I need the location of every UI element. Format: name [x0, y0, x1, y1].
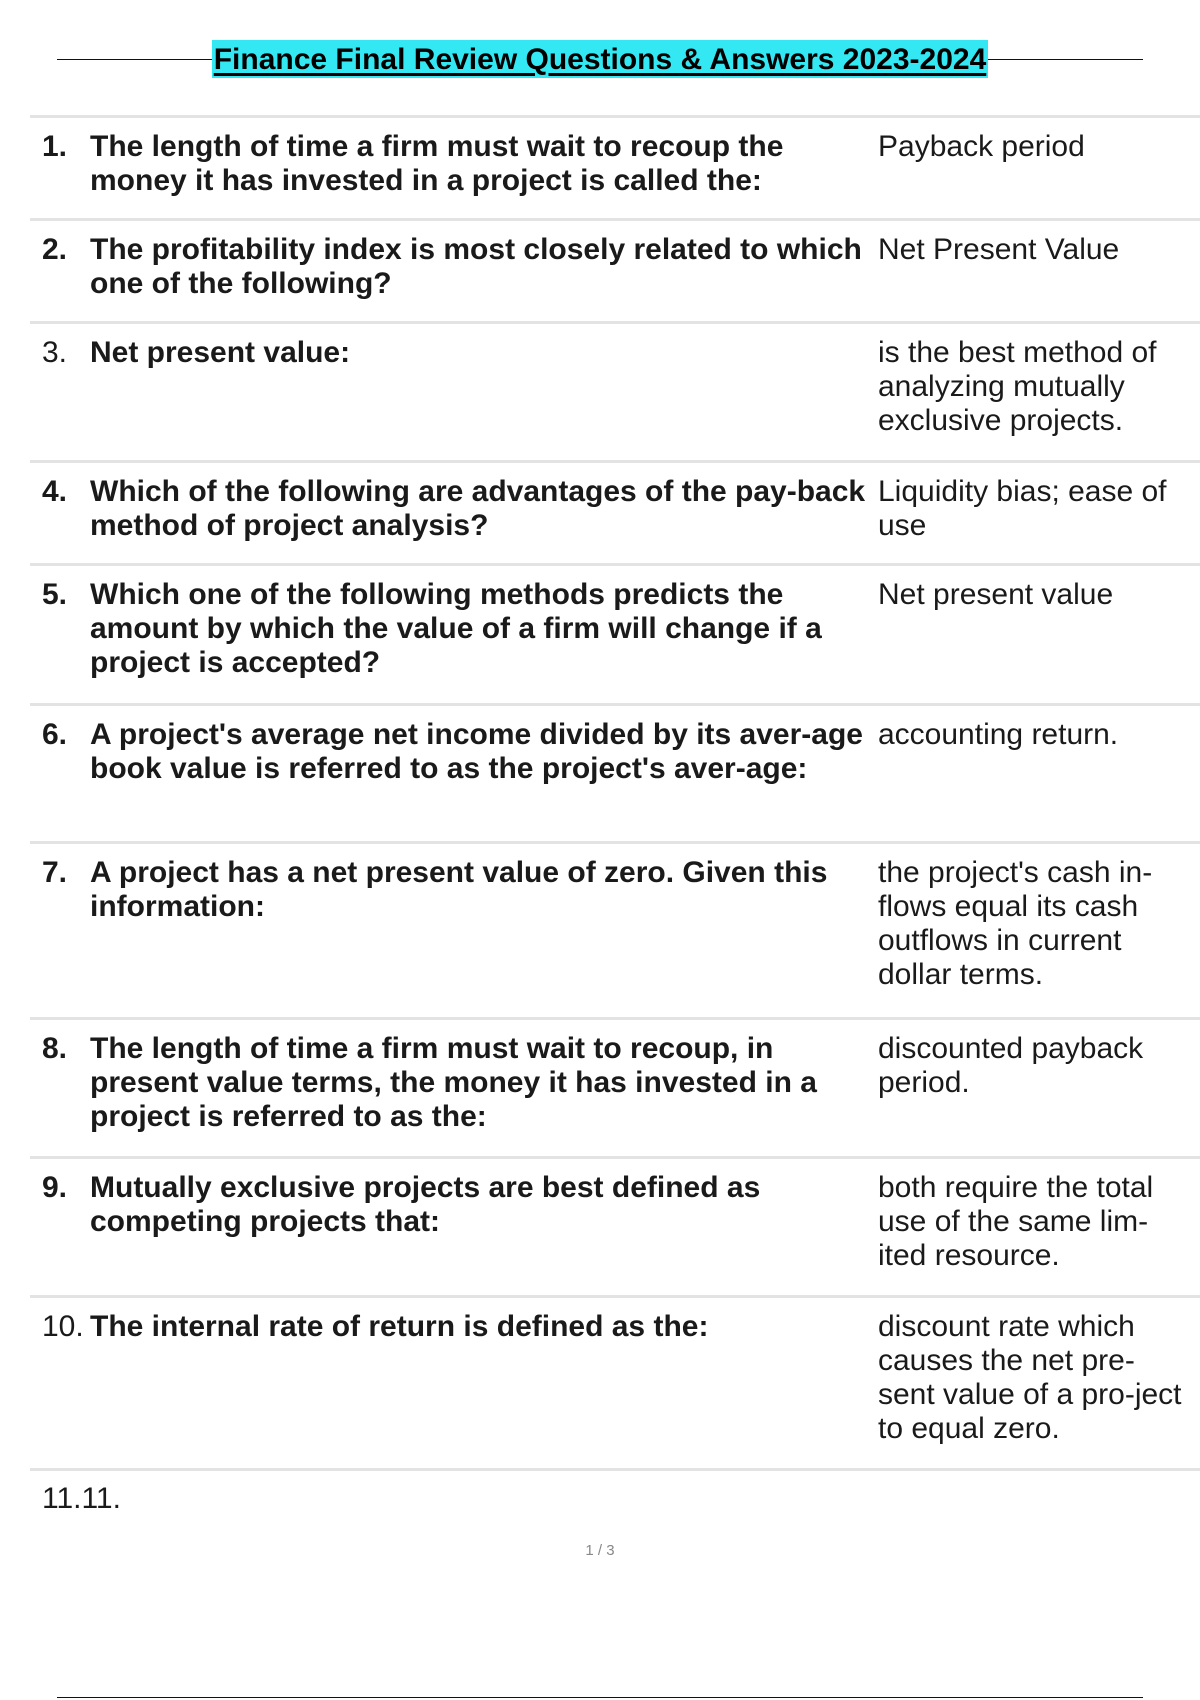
- qa-row: [30, 324, 1200, 463]
- question-number: 3.: [42, 336, 68, 369]
- answer-text: is the best method of analyzing mutually exclusive projects.: [878, 336, 1157, 437]
- page-title: Finance Final Review Questions & Answers 2023-2024: [212, 40, 989, 78]
- qa-table: [30, 115, 1200, 1471]
- qa-row: [30, 221, 1200, 324]
- qa-row: [30, 1298, 1200, 1471]
- answer-text: both require the total use of the same lim-ited resource.: [878, 1171, 1154, 1272]
- answer-text: Payback period: [878, 130, 1085, 163]
- answer-text: discount rate which causes the net pre-sent value of a pro-ject to equal zero.: [878, 1310, 1182, 1445]
- question-text: The length of time a firm must wait to recoup the money it has invested in a project is called the:: [90, 130, 784, 197]
- question-text: Which one of the following methods predicts the amount by which the value of a firm will change if a project is accepted?: [90, 578, 822, 679]
- title-rule-right: [988, 59, 1143, 60]
- question-text: The internal rate of return is defined as the:: [90, 1310, 709, 1343]
- qa-row: [30, 463, 1200, 566]
- answer-text: discounted payback period.: [878, 1032, 1144, 1099]
- title-bar: [57, 38, 1143, 80]
- question-number: 7.: [42, 856, 68, 889]
- question-number: 5.: [42, 578, 68, 611]
- question-number: 6.: [42, 718, 68, 751]
- question-text: Mutually exclusive projects are best defined as competing projects that:: [90, 1171, 761, 1238]
- bottom-rule: [57, 1697, 1143, 1698]
- question-number: 9.: [42, 1171, 68, 1204]
- page-number: 1 / 3: [585, 1542, 615, 1559]
- qa-row: [30, 1020, 1200, 1159]
- question-text: The profitability index is most closely related to which one of the following?: [90, 233, 862, 300]
- question-number: 4.: [42, 475, 68, 508]
- answer-text: accounting return.: [878, 718, 1119, 751]
- qa-row: [30, 844, 1200, 1020]
- answer-text: Liquidity bias; ease of use: [878, 475, 1167, 542]
- answer-text: Net present value: [878, 578, 1114, 611]
- question-text: The length of time a firm must wait to recoup, in present value terms, the money it has invested in a project is referred to as the:: [90, 1032, 817, 1133]
- question-number: 8.: [42, 1032, 68, 1065]
- question-text: A project has a net present value of zero. Given this information:: [90, 856, 828, 923]
- question-text: A project's average net income divided by its aver-age book value is referred to as the project's aver-age:: [90, 718, 863, 785]
- qa-row: [30, 1159, 1200, 1298]
- answer-text: the project's cash in-flows equal its cash outflows in current dollar terms.: [878, 856, 1153, 991]
- qa-row: [30, 706, 1200, 844]
- question-text: Which of the following are advantages of the pay-back method of project analysis?: [90, 475, 866, 542]
- title-rule-left: [57, 59, 212, 60]
- question-number: 10.: [42, 1310, 84, 1343]
- question-number: 1.: [42, 130, 68, 163]
- question-number: 2.: [42, 233, 68, 266]
- qa-row: [30, 566, 1200, 706]
- trailing-item: 11.11.: [42, 1482, 121, 1515]
- answer-text: Net Present Value: [878, 233, 1120, 266]
- qa-row: [30, 118, 1200, 221]
- question-text: Net present value:: [90, 336, 351, 369]
